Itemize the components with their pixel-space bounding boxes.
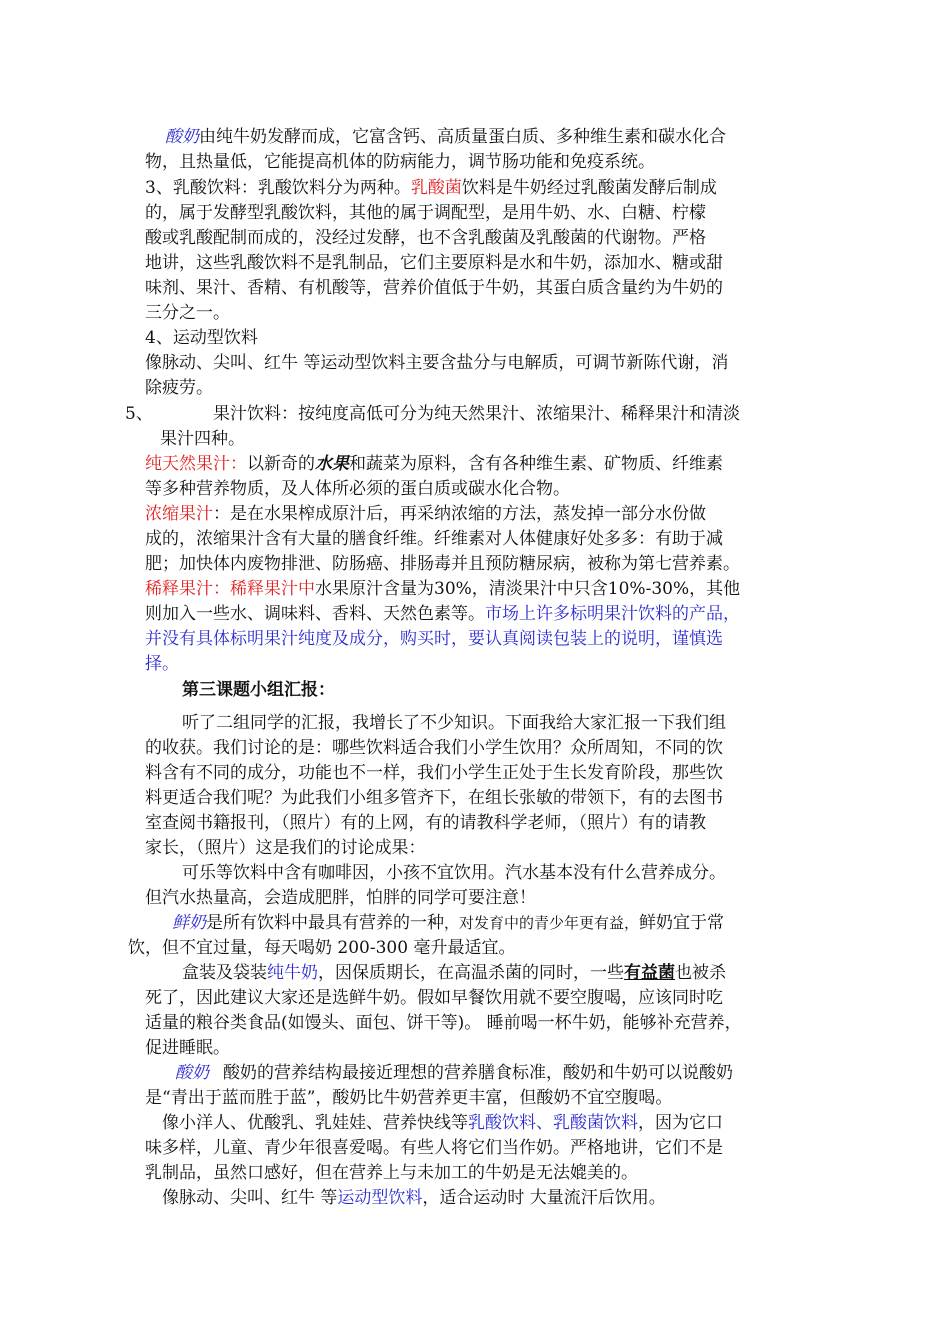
sports-usage-line: 像脉动、尖叫、红牛 等运动型饮料，适合运动时 大量流汗后饮用。 xyxy=(162,1188,666,1208)
section-heading: 第三课题小组汇报： xyxy=(182,680,335,700)
cola-line-1: 可乐等饮料中含有咖啡因，小孩不宜饮用。汽水基本没有什么营养成分。 xyxy=(182,863,726,883)
lactic-drinks-term: 乳酸饮料、乳酸菌饮料 xyxy=(468,1113,638,1133)
diluted-juice-term: 稀释果汁：稀释果汁中 xyxy=(145,579,315,599)
natural-juice-line-2: 等多种营养物质，及人体所必须的蛋白质或碳水化合物。 xyxy=(145,479,570,499)
sports-drink-heading: 4、运动型饮料 xyxy=(145,328,258,348)
concentrated-juice-line-2: 成的，浓缩果汁含有大量的膳食纤维。纤维素对人体健康好处多多：有助于减 xyxy=(145,529,723,549)
concentrated-juice-term: 浓缩果汁 xyxy=(145,504,213,524)
diluted-juice-line-1: 稀释果汁：稀释果汁中水果原汁含量为30%，清淡果汁中只含10%-30%，其他 xyxy=(145,579,741,599)
juice-drink-line-1: 果汁饮料：按纯度高低可分为纯天然果汁、浓缩果汁、稀释果汁和清淡 xyxy=(213,404,740,424)
yogurt-term-2: 酸奶 xyxy=(175,1063,209,1083)
natural-juice-line-1: 纯天然果汁：以新奇的水果和蔬菜为原料，含有各种维生素、矿物质、纤维素 xyxy=(145,454,723,474)
lactic-drink-line-6: 三分之一。 xyxy=(145,303,230,323)
report-line-5: 室查阅书籍报刊，（照片）有的上网，有的请教科学老师，（照片）有的请教 xyxy=(145,813,706,833)
juice-number: 5、 xyxy=(125,404,153,424)
report-line-6: 家长，（照片）这是我们的讨论成果： xyxy=(145,838,426,858)
report-line-3: 料含有不同的成分，功能也不一样，我们小学生正处于生长发育阶段，那些饮 xyxy=(145,763,723,783)
diluted-juice-line-3: 并没有具体标明果汁纯度及成分，购买时，要认真阅读包装上的说明，谨慎选 xyxy=(145,629,723,649)
lactic-drink-line-2: 的，属于发酵型乳酸饮料，其他的属于调配型，是用牛奶、水、白糖、柠檬 xyxy=(145,203,706,223)
lactic-products-line-3: 乳制品，虽然口感好，但在营养上与未加工的牛奶是无法媲美的。 xyxy=(145,1163,638,1183)
lactic-drink-line-1: 3、乳酸饮料：乳酸饮料分为两种。乳酸菌饮料是牛奶经过乳酸菌发酵后制成 xyxy=(145,178,717,198)
lactic-products-line-2: 味多样，儿童、青少年很喜爱喝。有些人将它们当作奶。严格地讲，它们不是 xyxy=(145,1138,723,1158)
natural-juice-term: 纯天然果汁： xyxy=(145,454,247,474)
packaged-milk-line-1: 盒装及袋装纯牛奶，因保质期长，在高温杀菌的同时，一些有益菌也被杀 xyxy=(182,963,726,983)
sports-drink-term: 运动型饮料 xyxy=(337,1188,423,1208)
report-line-2: 的收获。我们讨论的是：哪些饮料适合我们小学生饮用？众所周知，不同的饮 xyxy=(145,738,723,758)
lactic-bacteria-term: 乳酸菌 xyxy=(410,178,462,198)
yogurt-line-2: 是“青出于蓝而胜于蓝”，酸奶比牛奶营养更丰富，但酸奶不宜空腹喝。 xyxy=(145,1088,673,1108)
sports-drink-line-1: 像脉动、尖叫、红牛 等运动型饮料主要含盐分与电解质，可调节新陈代谢，消 xyxy=(145,353,729,373)
concentrated-juice-line-3: 肥；加快体内废物排泄、防肠癌、排肠毒并且预防糖尿病，被称为第七营养素。 xyxy=(145,554,740,574)
beneficial-bacteria-term: 有益菌 xyxy=(624,963,675,983)
lactic-drink-line-5: 味剂、果汁、香精、有机酸等，营养价值低于牛奶，其蛋白质含量约为牛奶的 xyxy=(145,278,723,298)
lactic-drink-line-4: 地讲，这些乳酸饮料不是乳制品，它们主要原料是水和牛奶，添加水、糖或甜 xyxy=(145,253,723,273)
diluted-juice-line-2: 则加入一些水、调味料、香料、天然色素等。市场上许多标明果汁饮料的产品， xyxy=(145,604,740,624)
fresh-milk-line-1: 鲜奶是所有饮料中最具有营养的一种，对发育中的青少年更有益，鲜奶宜于常 xyxy=(172,913,725,933)
concentrated-juice-line-1: 浓缩果汁：是在水果榨成原汁后，再采纳浓缩的方法，蒸发掉一部分水份做 xyxy=(145,504,706,524)
fresh-milk-line-2: 饮，但不宜过量，每天喝奶 200-300 毫升最适宜。 xyxy=(128,938,516,958)
report-line-1: 听了二组同学的汇报，我增长了不少知识。下面我给大家汇报一下我们组 xyxy=(182,713,726,733)
packaged-milk-line-3: 适量的粮谷类食品(如馒头、面包、饼干等)。 睡前喝一杯牛奶，能够补充营养， xyxy=(145,1013,742,1033)
report-line-4: 料更适合我们呢？为此我们小组多管齐下，在组长张敏的带领下，有的去图书 xyxy=(145,788,723,808)
diluted-juice-line-4: 择。 xyxy=(145,654,179,674)
lactic-drink-line-3: 酸或乳酸配制而成的，没经过发酵，也不含乳酸菌及乳酸菌的代谢物。严格 xyxy=(145,228,706,248)
lactic-products-line-1: 像小洋人、优酸乳、乳娃娃、营养快线等乳酸饮料、乳酸菌饮料，因为它口 xyxy=(162,1113,723,1133)
yogurt-line-1: 酸奶 酸奶的营养结构最接近理想的营养膳食标准，酸奶和牛奶可以说酸奶 xyxy=(175,1063,733,1083)
para-yogurt-line-1: 酸奶由纯牛奶发酵而成，它富含钙、高质量蛋白质、多种维生素和碳水化合 xyxy=(165,127,726,147)
juice-drink-line-2: 果汁四种。 xyxy=(160,429,245,449)
fresh-milk-term: 鲜奶 xyxy=(172,913,206,933)
pure-milk-term: 纯牛奶 xyxy=(267,963,318,983)
cola-line-2: 但汽水热量高，会造成肥胖，怕胖的同学可要注意！ xyxy=(145,888,536,908)
packaged-milk-line-2: 死了，因此建议大家还是选鲜牛奶。假如早餐饮用就不要空腹喝，应该同时吃 xyxy=(145,988,723,1008)
packaged-milk-line-4: 促进睡眠。 xyxy=(145,1038,230,1058)
yogurt-term: 酸奶 xyxy=(165,127,199,147)
para-yogurt-line-2: 物，且热量低，它能提高机体的防病能力，调节肠功能和免疫系统。 xyxy=(145,152,655,172)
sports-drink-line-2: 除疲劳。 xyxy=(145,378,213,398)
